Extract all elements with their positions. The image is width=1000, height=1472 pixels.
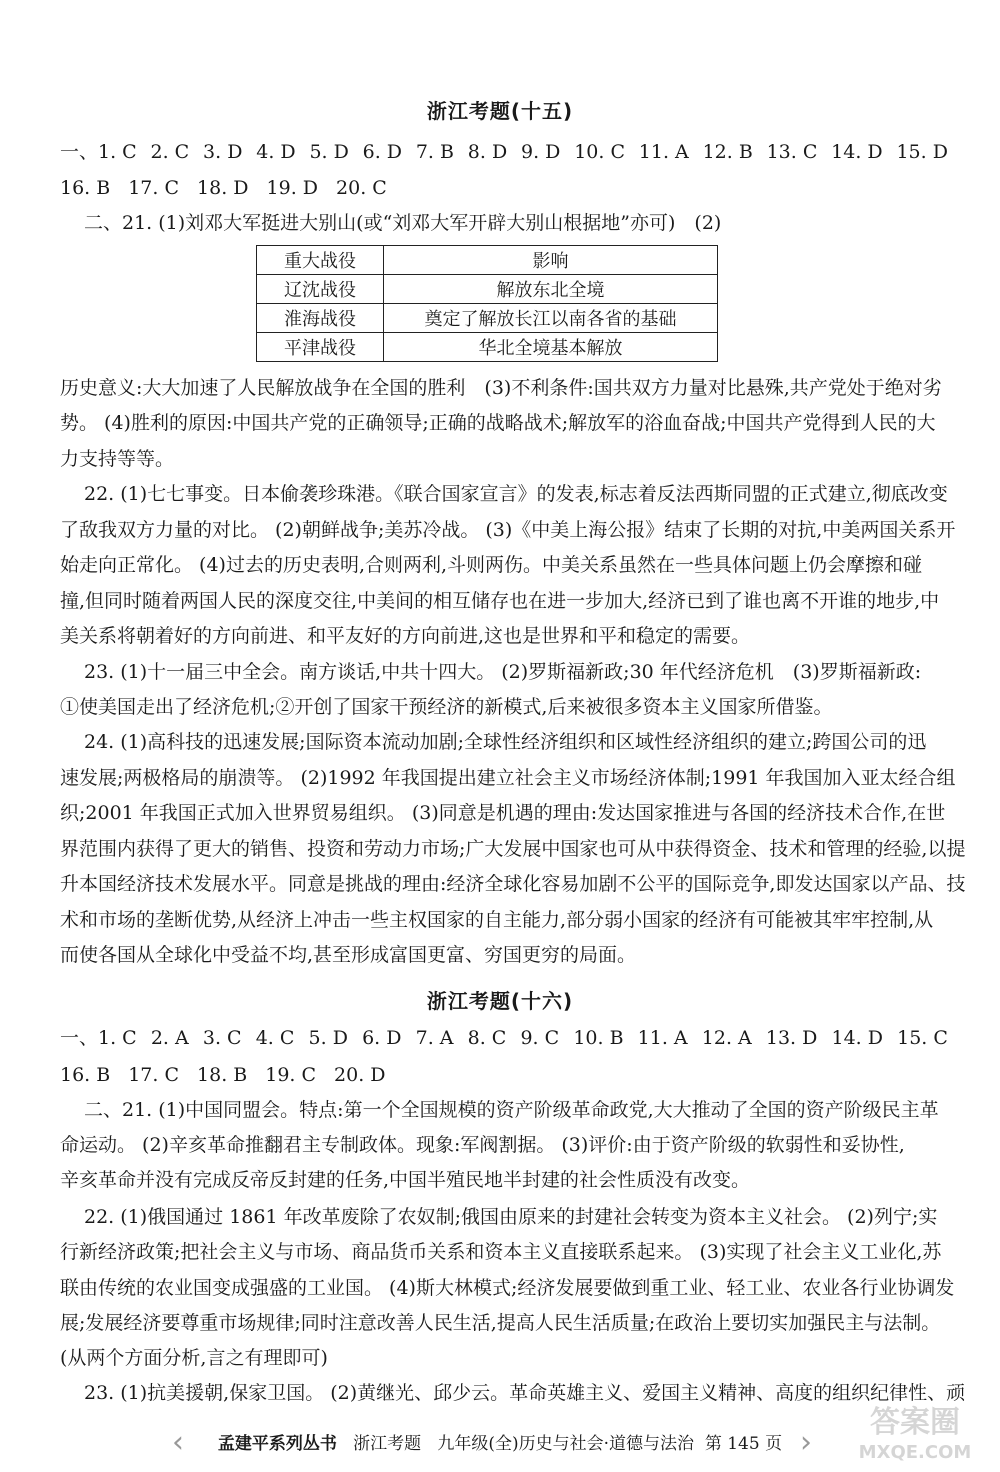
q21-answer-line-16: 辛亥革命并没有完成反帝反封建的任务,中国半殖民地半封建的社会性质没有改变。 xyxy=(60,1169,751,1191)
mc-answer: 15. C xyxy=(897,1027,948,1049)
mc-answer: 7. A xyxy=(415,1027,454,1049)
mc-answer: 13. C xyxy=(766,141,818,163)
table-cell: 平津战役 xyxy=(257,333,384,362)
q23-answer-line: 23. (1)十一届三中全会。南方谈话,中共十四大。 (2)罗斯福新政;30 年代经济危机 (3)罗斯福新政: xyxy=(84,661,922,683)
mc-answers-16-row1 xyxy=(60,1026,950,1050)
mc-answer: 11. A xyxy=(637,1027,688,1049)
battle-impact-table xyxy=(256,245,718,362)
chevron-left-icon: ‹ xyxy=(172,1425,184,1460)
table-cell: 辽沈战役 xyxy=(257,275,384,304)
q22-answer-line-16: 行新经济政策;把社会主义与市场、商品货币关系和资本主义直接联系起来。 (3)实现了社会主义工业化,苏 xyxy=(60,1241,942,1263)
table-cell: 奠定了解放长江以南各省的基础 xyxy=(384,304,718,333)
q21-answer-line: 势。 (4)胜利的原因:中国共产党的正确领导;正确的战略战术;解放军的浴血奋战;中国共产党得到人民的大 xyxy=(60,412,936,434)
mc-answer: 9. D xyxy=(520,141,561,163)
q24-answer-line: 速发展;两极格局的崩溃等。 (2)1992 年我国提出建立社会主义市场经济体制;1991 年我国加入亚太经合组 xyxy=(60,767,956,789)
mc-answer: 6. D xyxy=(362,141,403,163)
q23-answer-line-16: 23. (1)抗美援朝,保家卫国。 (2)黄继光、邱少云。革命英雄主义、爱国主义精神、高度的组织纪律性、顽 xyxy=(84,1382,966,1404)
mc-answer: 9. C xyxy=(520,1027,560,1049)
footer-brand: 孟建平系列丛书 xyxy=(217,1434,337,1454)
q24-answer-line: 24. (1)高科技的迅速发展;国际资本流动加剧;全球性经济组织和区域性经济组织的建立;跨国公司的迅 xyxy=(84,731,927,753)
mc-answer: 3. D xyxy=(203,141,243,163)
q21-answer-line: 力支持等等。 xyxy=(60,448,175,470)
mc-answer: 20. D xyxy=(334,1064,386,1086)
q22-answer-line-16: 22. (1)俄国通过 1861 年改革废除了农奴制;俄国由原来的封建社会转变为资本主义社会。 (2)列宁;实 xyxy=(84,1206,938,1228)
q22-answer-line-16: (从两个方面分析,言之有理即可) xyxy=(60,1347,328,1369)
mc-answer: 5. D xyxy=(308,1027,348,1049)
q22-answer-line: 美关系将朝着好的方向前进、和平友好的方向前进,这也是世界和平和稳定的需要。 xyxy=(60,625,751,647)
table-cell: 华北全境基本解放 xyxy=(384,333,718,362)
mc-answer: 11. A xyxy=(638,141,689,163)
mc-answer: 4. D xyxy=(256,141,296,163)
q22-answer-line: 了敌我双方力量的对比。 (2)朝鲜战争;美苏冷战。 (3)《中美上海公报》结束了长期的对抗,中美两国关系开 xyxy=(60,519,956,541)
mc-answers-15-row2 xyxy=(60,176,950,200)
q21-answer-line-16: 二、21. (1)中国同盟会。特点:第一个全国规模的资产阶级革命政党,大大推动了全国的资产阶级民主革 xyxy=(84,1099,939,1121)
q22-answer-line: 撞,但同时随着两国人民的深度交往,中美间的相互储存也在进一步加大,经济已到了谁也离不开谁的地步,中 xyxy=(60,590,940,612)
mc-answer: 14. D xyxy=(831,141,883,163)
mc-answer: 8. D xyxy=(467,141,508,163)
mc-answer: 2. A xyxy=(150,1027,189,1049)
table-row xyxy=(257,333,718,362)
table-row xyxy=(257,275,718,304)
mc-answer: 10. C xyxy=(574,141,625,163)
q22-answer-line: 22. (1)七七事变。日本偷袭珍珠港。《联合国家宣言》的发表,标志着反法西斯同盟的正式建立,彻底改变 xyxy=(84,483,948,505)
mc-answer: 16. B xyxy=(60,1064,111,1086)
section-title-16: 浙江考题(十六) xyxy=(426,989,574,1013)
q22-answer-line-16: 联由传统的农业国变成强盛的工业国。 (4)斯大林模式;经济发展要做到重工业、轻工业、农业各行业协调发 xyxy=(60,1277,955,1299)
footer-grade: 九年级(全)历史与社会·道德与法治 xyxy=(437,1434,695,1454)
mc-answer: 10. B xyxy=(573,1027,624,1049)
q24-answer-line: 升本国经济技术发展水平。同意是挑战的理由:经济全球化容易加剧不公平的国际竞争,即发达国家以产品、技 xyxy=(60,873,966,895)
mc-answer: 一、1. C xyxy=(60,141,137,163)
q21-answer-line: 历史意义:大大加速了人民解放战争在全国的胜利 (3)不利条件:国共双方力量对比悬殊,共产党处于绝对劣 xyxy=(60,377,942,399)
mc-answers-16-row2 xyxy=(60,1063,950,1087)
mc-answer: 4. C xyxy=(255,1027,295,1049)
mc-answer: 13. D xyxy=(765,1027,818,1049)
watermark-logo xyxy=(840,1396,990,1466)
mc-answer: 3. C xyxy=(202,1027,242,1049)
mc-answer: 8. C xyxy=(467,1027,507,1049)
watermark-icon xyxy=(840,1396,990,1466)
table-header-cell: 影响 xyxy=(384,246,718,275)
mc-answer: 17. C xyxy=(128,177,180,199)
mc-answer: 18. B xyxy=(197,1064,248,1086)
table-header-cell: 重大战役 xyxy=(257,246,384,275)
q21-intro-15: 二、21. (1)刘邓大军挺进大别山(或“刘邓大军开辟大别山根据地”亦可) (2) xyxy=(84,212,722,234)
footer-series: 浙江考题 xyxy=(353,1434,422,1454)
mc-answer: 12. A xyxy=(701,1027,752,1049)
q22-answer-line: 始走向正常化。 (4)过去的历史表明,合则两利,斗则两伤。中美关系虽然在一些具体问题上仍会摩擦和碰 xyxy=(60,554,923,576)
watermark-url: MXQE.COM xyxy=(858,1442,972,1463)
mc-answer: 6. D xyxy=(362,1027,402,1049)
q23-answer-line: ①使美国走出了经济危机;②开创了国家干预经济的新模式,后来被很多资本主义国家所借鉴。 xyxy=(60,696,833,718)
mc-answer: 12. B xyxy=(702,141,753,163)
table-row xyxy=(257,304,718,333)
table-cell: 解放东北全境 xyxy=(384,275,718,304)
q24-answer-line: 织;2001 年我国正式加入世界贸易组织。 (3)同意是机遇的理由:发达国家推进与各国的经济技术合作,在世 xyxy=(60,802,946,824)
mc-answer: 2. C xyxy=(150,141,190,163)
mc-answer: 19. D xyxy=(266,177,319,199)
watermark-text: 答案圈 xyxy=(870,1405,960,1440)
q24-answer-line: 而使各国从全球化中受益不均,甚至形成富国更富、穷国更穷的局面。 xyxy=(60,944,637,966)
table-cell: 淮海战役 xyxy=(257,304,384,333)
mc-answer: 5. D xyxy=(309,141,349,163)
table-header-row xyxy=(257,246,718,275)
q24-answer-line: 界范围内获得了更大的销售、投资和劳动力市场;广大发展中国家也可从中获得资金、技术和管理的经验,以提 xyxy=(60,838,966,860)
mc-answer: 20. C xyxy=(336,177,387,199)
mc-answer: 18. D xyxy=(197,177,249,199)
q21-answer-line-16: 命运动。 (2)辛亥革命推翻君主专制政体。现象:军阀割据。 (3)评价:由于资产阶级的软弱性和妥协性, xyxy=(60,1134,905,1156)
chevron-right-icon: › xyxy=(800,1425,812,1460)
mc-answer: 19. C xyxy=(265,1064,317,1086)
mc-answer: 17. C xyxy=(128,1064,180,1086)
q22-answer-line-16: 展;发展经济要尊重市场规律;同时注意改善人民生活,提高人民生活质量;在政治上要切实加强民主与法制。 xyxy=(60,1312,941,1334)
mc-answer: 15. D xyxy=(896,141,948,163)
mc-answer: 16. B xyxy=(60,177,111,199)
q24-answer-line: 术和市场的垄断优势,从经济上冲击一些主权国家的自主能力,部分弱小国家的经济有可能被其牢牢控制,从 xyxy=(60,909,934,931)
section-title-15: 浙江考题(十五) xyxy=(426,99,574,123)
mc-answer: 7. B xyxy=(415,141,454,163)
mc-answers-15-row1 xyxy=(60,140,950,164)
mc-answer: 一、1. C xyxy=(60,1027,137,1049)
page-number: 第 145 页 xyxy=(704,1434,783,1454)
mc-answer: 14. D xyxy=(831,1027,883,1049)
